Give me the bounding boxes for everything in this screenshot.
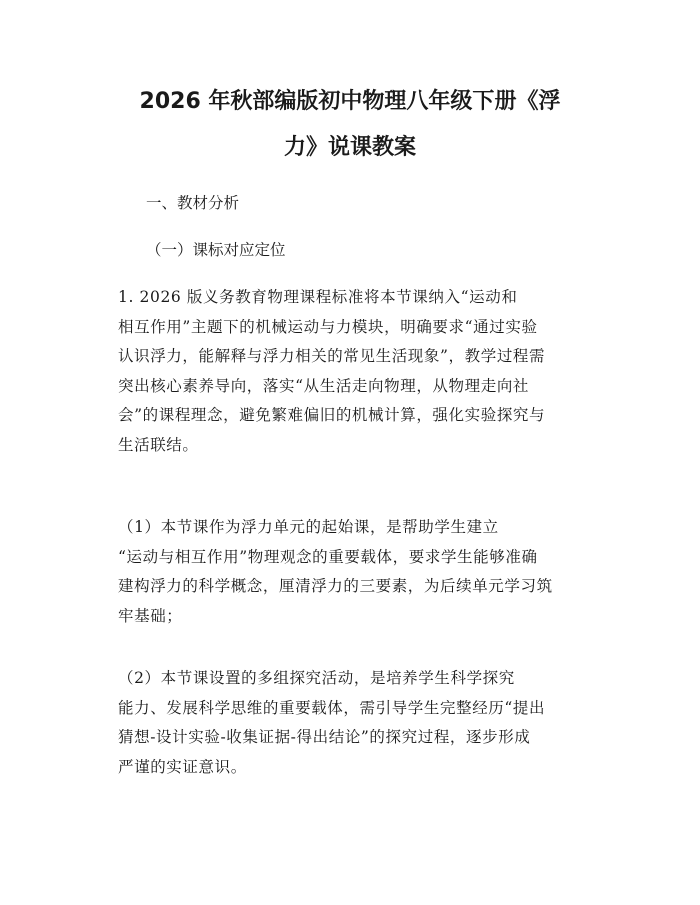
paragraph-line: （1）本节课作为浮力单元的起始课，是帮助学生建立 [118,518,499,536]
paragraph-line: 生活联结。 [118,435,199,454]
paragraph-item-2 [118,664,598,782]
paragraph-line: 牢基础； [118,606,183,625]
paragraph-line: 能力、发展科学思维的重要载体，需引导学生完整经历“提出 [118,698,546,717]
paragraph-curriculum-standard [118,283,598,460]
document-title-line-1: 2026 年秋部编版初中物理八年级下册《浮 [139,89,561,114]
paragraph-line: （2）本节课设置的多组探究活动，是培养学生科学探究 [118,669,515,687]
paragraph-line: 会”的课程理念，避免繁难偏旧的机械计算，强化实验探究与 [118,406,546,424]
paragraph-line: 1. 2026 版义务教育物理课程标准将本节课纳入“运动和 [118,288,518,306]
subsection-heading: （一）课标对应定位 [146,241,286,259]
section-heading: 一、教材分析 [146,194,240,212]
paragraph-line: 严谨的实证意识。 [118,757,247,776]
paragraph-line: 建构浮力的科学概念，厘清浮力的三要素，为后续单元学习筑 [118,577,553,595]
paragraph-line: 认识浮力，能解释与浮力相关的常见生活现象”，教学过程需 [118,347,546,365]
paragraph-line: 突出核心素养导向，落实“从生活走向物理，从物理走向社 [118,376,530,395]
paragraph-line: 相互作用”主题下的机械运动与力模块，明确要求“通过实验 [118,317,538,336]
paragraph-line: 猜想-设计实验-收集证据-得出结论”的探究过程，逐步形成 [118,728,531,746]
paragraph-item-1 [118,513,598,631]
document-title-line-2: 力》说课教案 [283,135,416,160]
paragraph-line: “运动与相互作用”物理观念的重要载体，要求学生能够准确 [118,547,538,566]
